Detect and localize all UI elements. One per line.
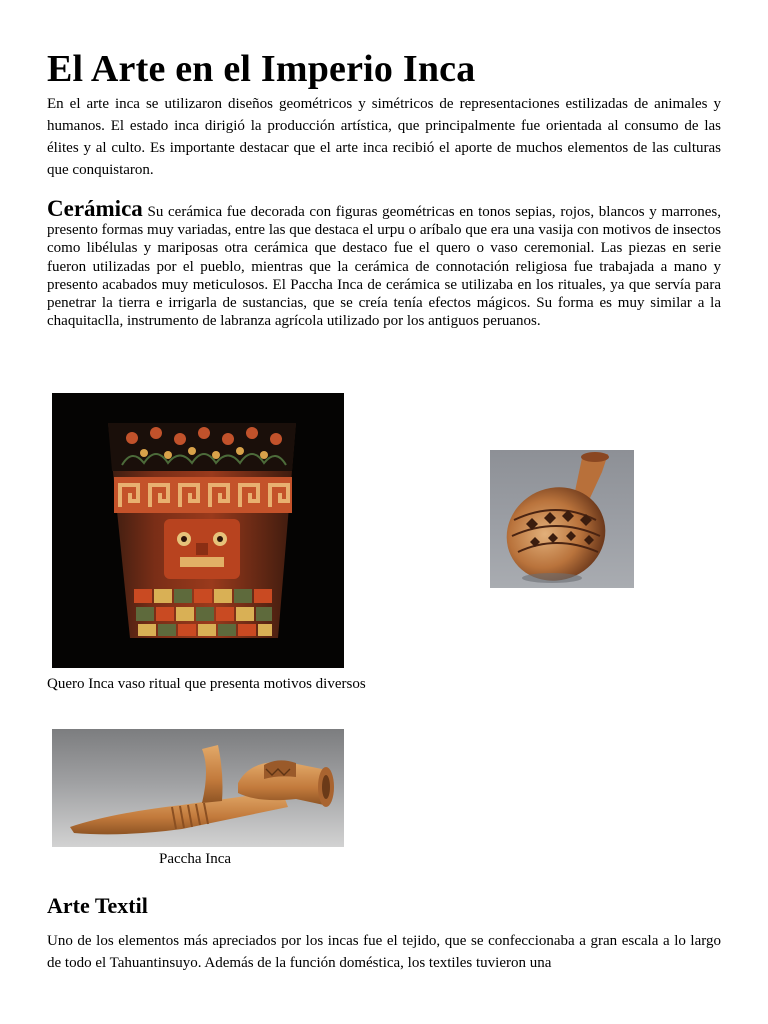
ceramica-heading: Cerámica <box>47 196 143 221</box>
page-title: El Arte en el Imperio Inca <box>47 48 476 90</box>
textil-paragraph: Uno de los elementos más apreciados por los incas fue el tejido, que se confeccionaba a gran escala a lo largo de todo el Tahuantinsuyo. Además de la función doméstica, los textiles tuvieron una <box>47 933 721 971</box>
quero-caption: Quero Inca vaso ritual que presenta motivos diversos <box>47 676 366 692</box>
ceramica-section <box>47 196 722 330</box>
quero-image <box>52 393 344 668</box>
intro-paragraph: En el arte inca se utilizaron diseños geométricos y simétricos de representaciones estilizadas de animales y humanos. El estado inca dirigió la producción artística, que principalmente fue orientada al consumo de las élites y al culto. Es importante destacar que el arte inca recibió el aporte de muchos elementos de las culturas que conquistaron. <box>47 96 721 178</box>
paccha-caption: Paccha Inca <box>159 851 232 867</box>
textil-heading: Arte Textil <box>47 893 148 918</box>
paccha-image <box>52 729 344 847</box>
aribalo-vase-image <box>490 450 634 588</box>
ceramica-paragraph: Su cerámica fue decorada con figuras geométricas en tonos sepias, rojos, blancos y marrones, presento formas muy variadas, entre las que destaca el urpu o aríbalo que era una vasija con motivos de insectos como libélulas y mariposas otra cerámica que destaco fue el quero o vaso ceremonial. Las piezas en serie fueron utilizadas por el pueblo, mientras que la cerámica de connotación religiosa fue trabajada a mano y presento acabados muy meticulosos. El Paccha Inca de cerámica se utilizaba en los rituales, ya que servía para penetrar la tierra e irrigarla de sustancias, que se creía tenía efectos mágicos. Su forma es muy similar a la chaquitaclla, instrumento de labranza agrícola utilizado por los antiguos peruanos. <box>47 204 722 330</box>
